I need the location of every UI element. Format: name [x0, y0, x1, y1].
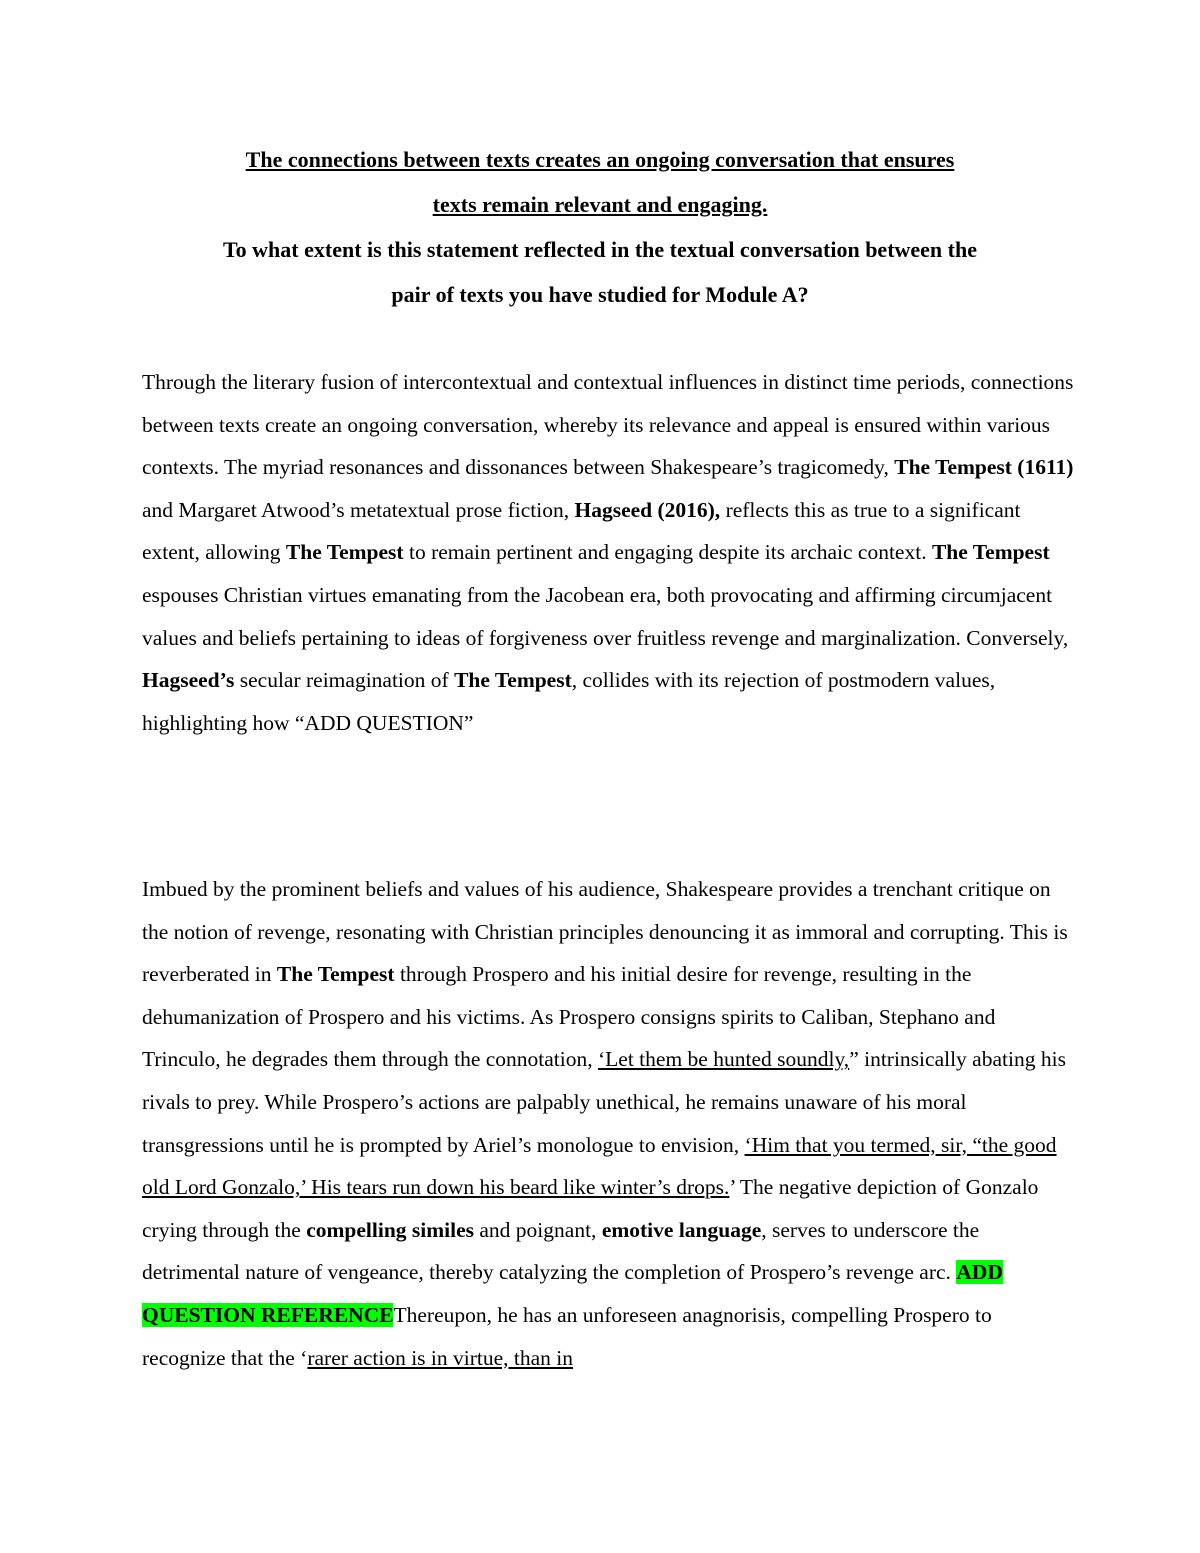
text-run: reflects this as true to a significant extent, allowing [142, 497, 1021, 565]
heading-line-4: pair of texts you have studied for Module A? [391, 282, 809, 307]
bold-title: The Tempest [931, 540, 1050, 565]
text-run: espouses Christian virtues emanating from the Jacobean era, both provocating and affirming circumjacent values and beliefs pertaining to ideas of forgiveness over fruitless revenge and marginalization. Conversely, [142, 582, 1069, 650]
underlined-quote: ‘Let them be hunted soundly, [598, 1047, 850, 1072]
bold-title: The Tempest [285, 540, 404, 565]
text-run: secular reimagination of [234, 668, 455, 693]
text-run: , collides with its rejection of postmodern values, highlighting how “ADD QUESTION” [142, 668, 996, 735]
bold-title: The Tempest [454, 668, 572, 693]
text-run: and Margaret Atwood’s metatextual prose fiction, [142, 497, 575, 522]
heading-line-2: texts remain relevant and engaging. [432, 192, 768, 217]
highlighted-placeholder: ADD QUESTION REFERENCE [142, 1260, 1003, 1327]
bold-title: Hagseed’s [142, 668, 235, 693]
text-run: Imbued by the prominent beliefs and values of his audience, Shakespeare provides a trenchant critique on the notion of revenge, resonating with Christian principles denouncing it as immoral and corrupting. This is reverberated in [142, 877, 1068, 987]
bold-title: The Tempest [276, 962, 395, 987]
text-run: Through the literary fusion of intercontextual and contextual influences in distinct time periods, connections between texts create an ongoing conversation, whereby its relevance and appeal is ensured within various contexts. The myriad resonances and dissonances between Shakespeare’s tragicomedy, [142, 370, 1074, 480]
text-run: ’ The negative depiction of Gonzalo crying through the [142, 1175, 1039, 1242]
introduction-paragraph [142, 361, 1077, 744]
bold-technique: compelling similes [306, 1217, 475, 1242]
text-run: ” intrinsically abating his rivals to prey. While Prospero’s actions are palpably unethical, he remains unaware of his moral transgressions until he is prompted by Ariel’s monologue to envision, [142, 1047, 1066, 1157]
bold-technique: emotive language [601, 1217, 762, 1242]
bold-title: Hagseed (2016), [574, 497, 721, 522]
heading-line-1: The connections between texts creates an ongoing conversation that ensures [245, 147, 955, 172]
text-run: to remain pertinent and engaging despite its archaic context. [403, 540, 932, 565]
underlined-quote: ‘Him that you termed, sir, “the good old Lord Gonzalo,’ His tears run down his beard like winter’s drops. [142, 1132, 1057, 1200]
text-run: through Prospero and his initial desire for revenge, resulting in the dehumanization of Prospero and his victims. As Prospero consigns spirits to Caliban, Stephano and Trinculo, he degrades them through the connotation, [142, 962, 996, 1072]
text-run: , serves to underscore the detrimental nature of vengeance, thereby catalyzing the completion of Prospero’s revenge arc. [142, 1217, 980, 1285]
bold-title: The Tempest (1611) [894, 455, 1074, 480]
essay-question-heading [120, 137, 1080, 317]
text-run: Thereupon, he has an unforeseen anagnorisis, compelling Prospero to recognize that the ‘ [142, 1302, 992, 1370]
underlined-quote: rarer action is in virtue, than in [307, 1345, 574, 1370]
text-run: and poignant, [474, 1217, 602, 1242]
body-paragraph-1 [142, 868, 1077, 1379]
heading-line-3: To what extent is this statement reflected in the textual conversation between the [223, 237, 977, 262]
